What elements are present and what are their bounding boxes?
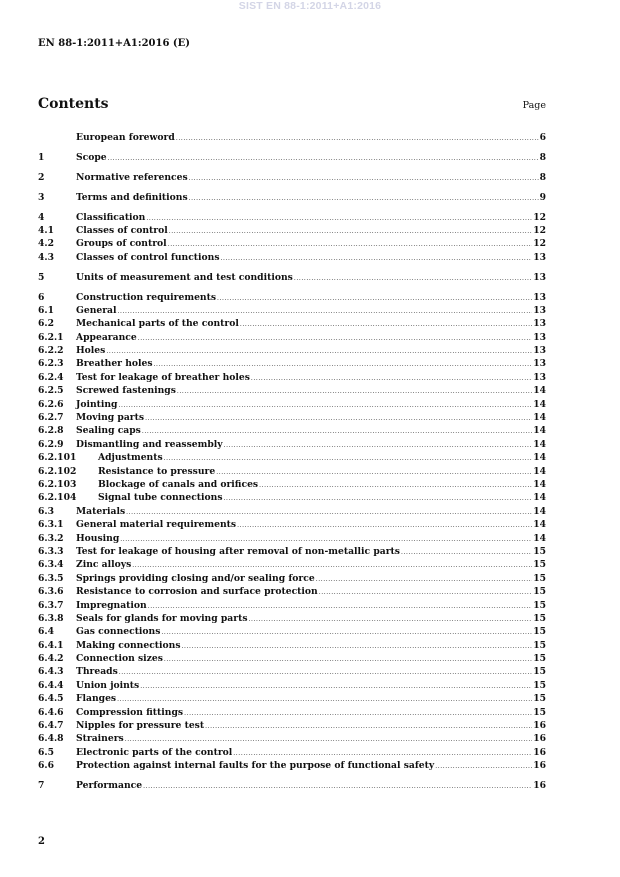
toc-entry-number: 6.3 [38,505,54,517]
toc-entry-number: 6.2.1 [38,331,64,343]
toc-entry-number: 6.4.6 [38,706,64,718]
toc-entry-title: Dismantling and reassembly [76,438,223,450]
toc-entry-title: Breather holes [76,358,153,370]
toc-entry-page: 14 [533,505,546,517]
toc-entry-page: 16 [533,746,546,758]
toc-entry[interactable] [38,317,546,330]
toc-entry[interactable] [38,384,546,397]
toc-entry-title: Moving parts [76,412,145,424]
toc-entry-title: Construction requirements [76,291,217,303]
toc-entry-number: 3 [38,191,45,203]
toc-entry-page: 14 [533,425,546,437]
page-column-label: Page [522,100,546,111]
toc-entry-page: 14 [533,492,546,504]
toc-entry-number: 6.4.5 [38,693,64,705]
toc-entry-number: 6.3.6 [38,586,64,598]
toc-entry[interactable] [38,451,546,464]
page-number: 2 [38,836,45,847]
toc-entry-title: Making connections [76,639,181,651]
toc-entry[interactable] [38,438,546,451]
toc-entry[interactable] [38,344,546,357]
toc-entry[interactable] [38,465,546,478]
toc-entry-number: 6.3.3 [38,545,64,557]
dot-leader [154,358,533,371]
dot-leader [184,707,532,720]
toc-entry-title: Threads [76,666,118,678]
dot-leader [164,452,533,465]
toc-entry-page: 12 [533,224,546,236]
toc-entry-number: 6.2.9 [38,438,64,450]
dot-leader [138,332,533,345]
dot-leader [118,399,532,412]
toc-entry-title: Adjustments [98,452,163,464]
toc-entry-number: 6.3.4 [38,559,64,571]
toc-entry-title: Signal tube connections [98,492,223,504]
dot-leader [217,292,532,305]
toc-entry-number: 6.4.8 [38,733,64,745]
toc-entry-number: 6.3.8 [38,612,64,624]
toc-entry[interactable] [38,679,546,692]
toc-entry-title: Groups of control [76,238,167,250]
toc-entry-title: Materials [76,505,126,517]
toc-entry[interactable] [38,625,546,638]
toc-entry-page: 13 [533,345,546,357]
toc-entry-number: 6.2.3 [38,358,64,370]
dot-leader [189,172,539,185]
toc-entry-title: Holes [76,345,106,357]
toc-entry[interactable] [38,424,546,437]
toc-entry[interactable] [38,331,546,344]
dot-leader [143,780,532,793]
toc-entry-number: 6.1 [38,304,54,316]
toc-entry-title: General [76,304,117,316]
toc-entry-page: 9 [539,191,546,203]
dot-leader [106,345,532,358]
toc-entry-number: 6.2.103 [38,478,77,490]
toc-entry[interactable] [38,251,546,264]
dot-leader [233,747,532,760]
toc-entry-number: 6.4 [38,626,54,638]
toc-entry-number: 6.3.1 [38,519,64,531]
toc-entry[interactable] [38,271,546,284]
toc-entry-title: Normative references [76,171,188,183]
dot-leader [120,533,532,546]
toc-entry[interactable] [38,532,546,545]
toc-entry-page: 12 [533,238,546,250]
toc-entry-page: 14 [533,385,546,397]
toc-entry-page: 16 [533,780,546,792]
toc-entry-page: 12 [533,211,546,223]
document-id: EN 88-1:2011+A1:2016 (E) [38,38,190,49]
toc-entry-title: Housing [76,532,120,544]
dot-leader [119,666,532,679]
toc-entry-page: 15 [533,693,546,705]
toc-entry[interactable] [38,545,546,558]
toc-entry-number: 6.2.4 [38,371,64,383]
toc-entry-title: Flanges [76,693,117,705]
dot-leader [168,238,533,251]
toc-entry-page: 14 [533,398,546,410]
toc-entry-page: 13 [533,304,546,316]
toc-entry[interactable] [38,558,546,571]
dot-leader [118,305,533,318]
dot-leader [216,466,532,479]
toc-entry-number: 4.2 [38,238,54,250]
dot-leader [132,559,532,572]
dot-leader [435,760,532,773]
toc-entry[interactable] [38,491,546,504]
toc-entry-page: 14 [533,519,546,531]
toc-entry-page: 13 [533,291,546,303]
toc-entry[interactable] [38,411,546,424]
toc-entry-page: 13 [533,358,546,370]
toc-entry-title: Classes of control [76,224,168,236]
toc-entry[interactable] [38,237,546,250]
toc-entry-number: 6.3.5 [38,572,64,584]
dot-leader [237,519,532,532]
toc-entry-page: 16 [533,760,546,772]
dot-leader [177,385,532,398]
dot-leader [161,626,532,639]
toc-entry[interactable] [38,759,546,772]
dot-leader [169,225,533,238]
toc-entry[interactable] [38,357,546,370]
toc-entry[interactable] [38,779,546,792]
toc-entry[interactable] [38,131,546,144]
toc-entry-title: Springs providing closing and/or sealing force [76,572,315,584]
toc-entry-title: Terms and definitions [76,191,188,203]
toc-entry-title: Classes of control functions [76,251,220,263]
dot-leader [189,192,539,205]
dot-leader [148,600,532,613]
toc-entry[interactable] [38,612,546,625]
toc-entry-page: 15 [533,706,546,718]
toc-entry[interactable] [38,652,546,665]
toc-entry-number: 6 [38,291,45,303]
toc-entry-title: Electronic parts of the control [76,746,233,758]
toc-entry[interactable] [38,224,546,237]
dot-leader [146,212,532,225]
toc-entry[interactable] [38,211,546,224]
toc-entry[interactable] [38,599,546,612]
toc-entry-number: 6.3.7 [38,599,64,611]
toc-entry[interactable] [38,746,546,759]
toc-entry-page: 13 [533,318,546,330]
toc-entry[interactable] [38,572,546,585]
dot-leader [125,733,533,746]
toc-entry-title: Impregnation [76,599,147,611]
toc-entry-title: Strainers [76,733,124,745]
toc-entry[interactable] [38,151,546,164]
toc-entry[interactable] [38,505,546,518]
toc-entry[interactable] [38,518,546,531]
toc-entry[interactable] [38,304,546,317]
toc-entry-page: 13 [533,271,546,283]
toc-entry-title: Scope [76,151,107,163]
toc-entry-page: 6 [539,132,546,143]
toc-entry-page: 8 [539,171,546,183]
toc-entry-title: Performance [76,780,143,792]
dot-leader [316,573,533,586]
toc-entry[interactable] [38,692,546,705]
toc-entry-number: 6.2.6 [38,398,64,410]
dot-leader [221,252,533,265]
toc-entry-number: 6.4.2 [38,653,64,665]
toc-entry[interactable] [38,371,546,384]
toc-entry-page: 14 [533,452,546,464]
toc-entry-number: 6.2.5 [38,385,64,397]
toc-entry-page: 15 [533,572,546,584]
dot-leader [117,693,532,706]
toc-entry-number: 4.3 [38,251,54,263]
toc-entry-page: 14 [533,412,546,424]
toc-entry-page: 8 [539,151,546,163]
dot-leader [294,272,532,285]
toc-entry-number: 6.5 [38,746,54,758]
toc-entry-page: 13 [533,251,546,263]
dot-leader [164,653,532,666]
toc-entry-title: Jointing [76,398,118,410]
toc-entry-title: Compression fittings [76,706,184,718]
toc-entry-page: 15 [533,666,546,678]
dot-leader [126,506,532,519]
toc-entry-page: 15 [533,626,546,638]
toc-entry-page: 15 [533,559,546,571]
toc-entry-title: Protection against internal faults for the purpose of functional safety [76,760,435,772]
toc-entry-page: 16 [533,720,546,732]
dot-leader [259,479,532,492]
toc-entry-number: 6.4.4 [38,679,64,691]
toc-entry[interactable] [38,398,546,411]
toc-entry-number: 2 [38,171,45,183]
toc-entry-title: Classification [76,211,146,223]
toc-entry-title: General material requirements [76,519,237,531]
toc-entry-title: Resistance to pressure [98,465,216,477]
toc-entry-title: Connection sizes [76,653,163,665]
toc-entry-page: 14 [533,465,546,477]
toc-entry[interactable] [38,191,546,204]
dot-leader [251,372,532,385]
toc-entry-number: 6.4.7 [38,720,64,732]
toc-entry[interactable] [38,171,546,184]
toc-entry-number: 6.2.101 [38,452,77,464]
toc-entry-number: 5 [38,271,45,283]
toc-entry-number: 6.2.104 [38,492,77,504]
dot-leader [240,318,532,331]
toc-entry-page: 14 [533,532,546,544]
toc-entry-title: Test for leakage of housing after removal of non-metallic parts [76,545,400,557]
toc-entry-number: 4.1 [38,224,54,236]
toc-entry-number: 7 [38,780,45,792]
toc-entry-title: Nipples for pressure test [76,720,205,732]
dot-leader [142,425,532,438]
toc-entry-number: 6.3.2 [38,532,64,544]
toc-entry[interactable] [38,291,546,304]
toc-entry-title: Union joints [76,679,140,691]
toc-entry-page: 15 [533,545,546,557]
toc-entry-title: Sealing caps [76,425,141,437]
toc-entry-number: 6.4.1 [38,639,64,651]
toc-entry-page: 15 [533,653,546,665]
table-of-contents [38,131,546,792]
toc-entry[interactable] [38,639,546,652]
dot-leader [319,586,532,599]
toc-entry[interactable] [38,665,546,678]
toc-entry-title: Resistance to corrosion and surface protection [76,586,318,598]
dot-leader [182,640,533,653]
dot-leader [401,546,532,559]
toc-entry-page: 16 [533,733,546,745]
toc-entry-number: 6.6 [38,760,54,772]
toc-entry[interactable] [38,719,546,732]
dot-leader [108,152,539,165]
toc-entry-title: Blockage of canals and orifices [98,478,259,490]
toc-entry-title: Test for leakage of breather holes [76,371,250,383]
toc-entry[interactable] [38,478,546,491]
toc-entry-number: 6.2.102 [38,465,77,477]
toc-entry-number: 6.2.2 [38,345,64,357]
page-title: Contents [38,96,109,112]
toc-entry-page: 15 [533,586,546,598]
toc-entry[interactable] [38,706,546,719]
toc-entry-number: 6.2 [38,318,54,330]
dot-leader [224,492,533,505]
toc-entry-page: 14 [533,438,546,450]
toc-entry-title: Zinc alloys [76,559,132,571]
toc-entry-title: Seals for glands for moving parts [76,612,248,624]
toc-entry-page: 14 [533,478,546,490]
toc-entry-title: European foreword [76,132,175,143]
dot-leader [140,680,532,693]
toc-entry-title: Units of measurement and test conditions [76,271,293,283]
dot-leader [224,439,533,452]
toc-entry-number: 6.4.3 [38,666,64,678]
toc-entry-page: 15 [533,599,546,611]
dot-leader [145,412,532,425]
toc-entry-page: 15 [533,639,546,651]
toc-entry-title: Appearance [76,331,137,343]
toc-entry-page: 15 [533,679,546,691]
toc-entry-page: 13 [533,371,546,383]
toc-entry-number: 4 [38,211,45,223]
toc-entry-title: Mechanical parts of the control [76,318,239,330]
toc-entry-number: 1 [38,151,45,163]
toc-entry-title: Screwed fastenings [76,385,176,397]
toc-entry-number: 6.2.8 [38,425,64,437]
toc-entry[interactable] [38,732,546,745]
toc-entry-title: Gas connections [76,626,161,638]
dot-leader [205,720,532,733]
toc-entry-page: 13 [533,331,546,343]
toc-entry[interactable] [38,585,546,598]
watermark: SIST EN 88-1:2011+A1:2016 [238,0,382,12]
dot-leader [249,613,533,626]
toc-entry-page: 15 [533,612,546,624]
toc-entry-number: 6.2.7 [38,412,64,424]
dot-leader [176,132,539,145]
